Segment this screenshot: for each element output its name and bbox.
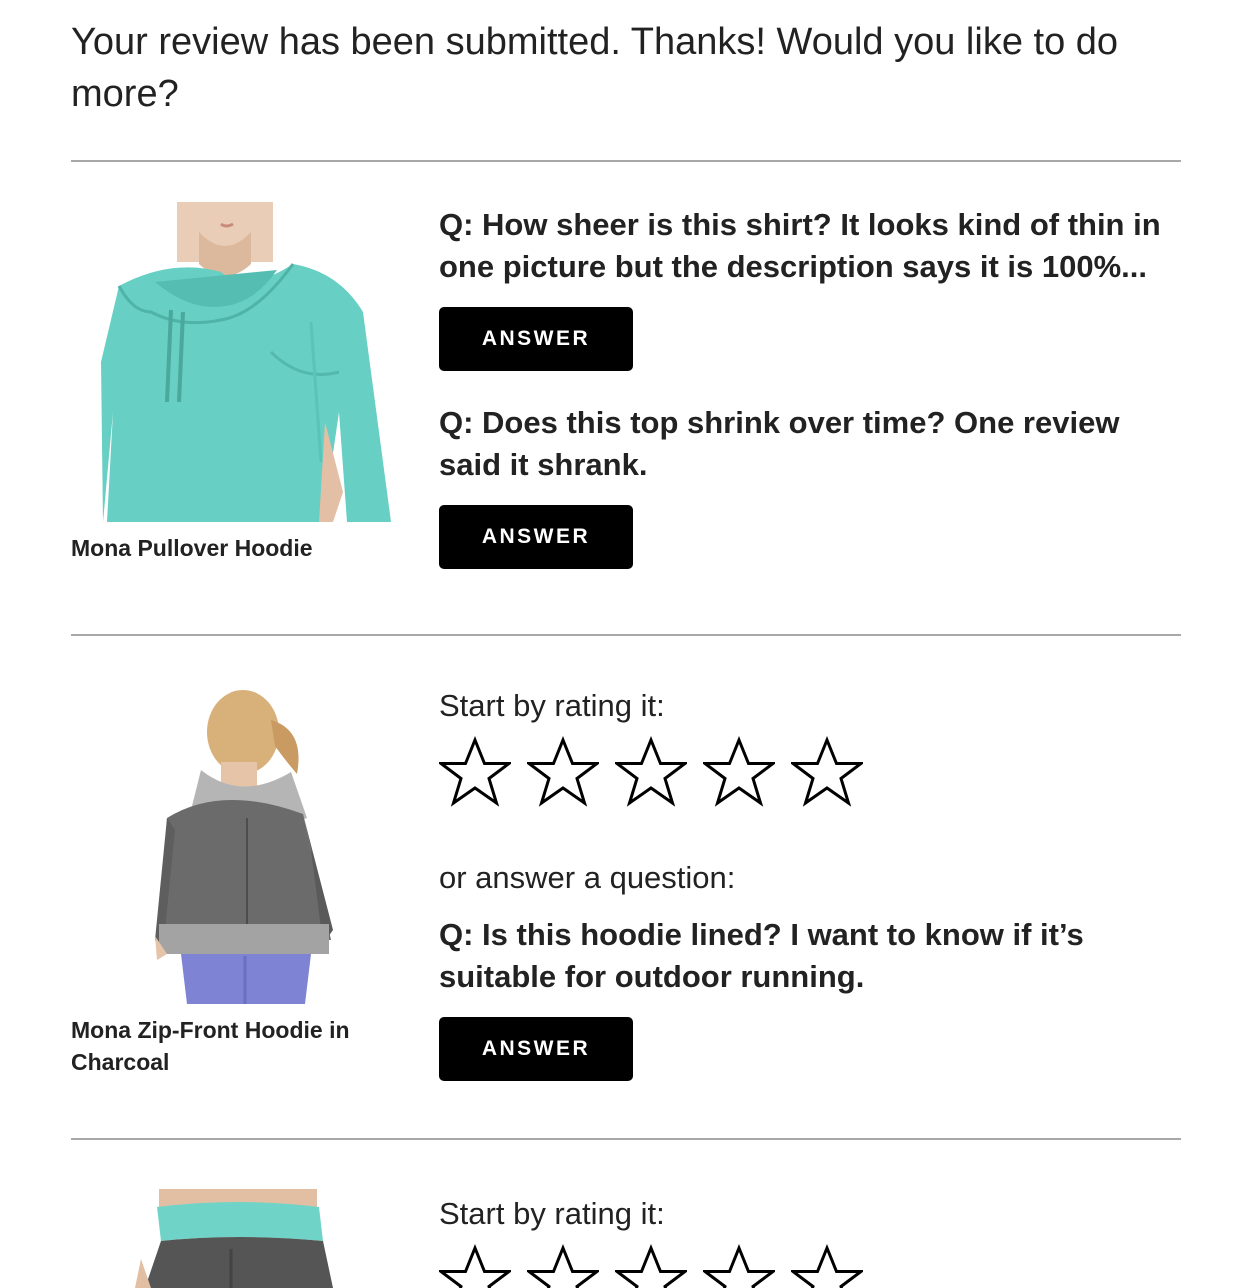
question-block: [439, 858, 1181, 1081]
star-rating: [439, 1244, 1181, 1288]
product-image[interactable]: [71, 202, 391, 522]
rating-prompt: Start by rating it:: [439, 1196, 665, 1231]
product-card: [71, 1138, 1181, 1288]
star-icon[interactable]: [703, 1244, 775, 1288]
answer-button[interactable]: ANSWER: [439, 1017, 633, 1081]
question-block: [439, 204, 1181, 371]
question-block: [439, 402, 1181, 569]
star-icon[interactable]: [791, 736, 863, 808]
product-image[interactable]: [71, 1189, 391, 1288]
star-icon[interactable]: [527, 1244, 599, 1288]
star-icon[interactable]: [527, 736, 599, 808]
product-name[interactable]: Mona Pullover Hoodie: [71, 535, 313, 561]
or-prompt: or answer a question:: [439, 860, 736, 895]
rating-prompt: Start by rating it:: [439, 688, 665, 723]
product-name[interactable]: Mona Zip-Front Hoodie in Charcoal: [71, 1017, 350, 1075]
star-icon[interactable]: [703, 736, 775, 808]
question-text: Q: How sheer is this shirt? It looks kind of thin in one picture but the description says it is 100%...: [439, 207, 1161, 284]
answer-button[interactable]: ANSWER: [439, 307, 633, 371]
product-image[interactable]: [71, 690, 391, 1004]
rating-block: [439, 686, 1181, 808]
star-rating: [439, 736, 1181, 808]
answer-button[interactable]: ANSWER: [439, 505, 633, 569]
question-text: Q: Does this top shrink over time? One review said it shrank.: [439, 405, 1120, 482]
product-card: [71, 160, 1181, 635]
question-text: Q: Is this hoodie lined? I want to know if it’s suitable for outdoor running.: [439, 917, 1084, 994]
rating-block: [439, 1194, 1181, 1288]
star-icon[interactable]: [439, 1244, 511, 1288]
confirmation-message: Your review has been submitted. Thanks! Would you like to do more?: [71, 21, 1119, 115]
star-icon[interactable]: [439, 736, 511, 808]
star-icon[interactable]: [615, 736, 687, 808]
star-icon[interactable]: [791, 1244, 863, 1288]
product-card: [71, 634, 1181, 1138]
star-icon[interactable]: [615, 1244, 687, 1288]
